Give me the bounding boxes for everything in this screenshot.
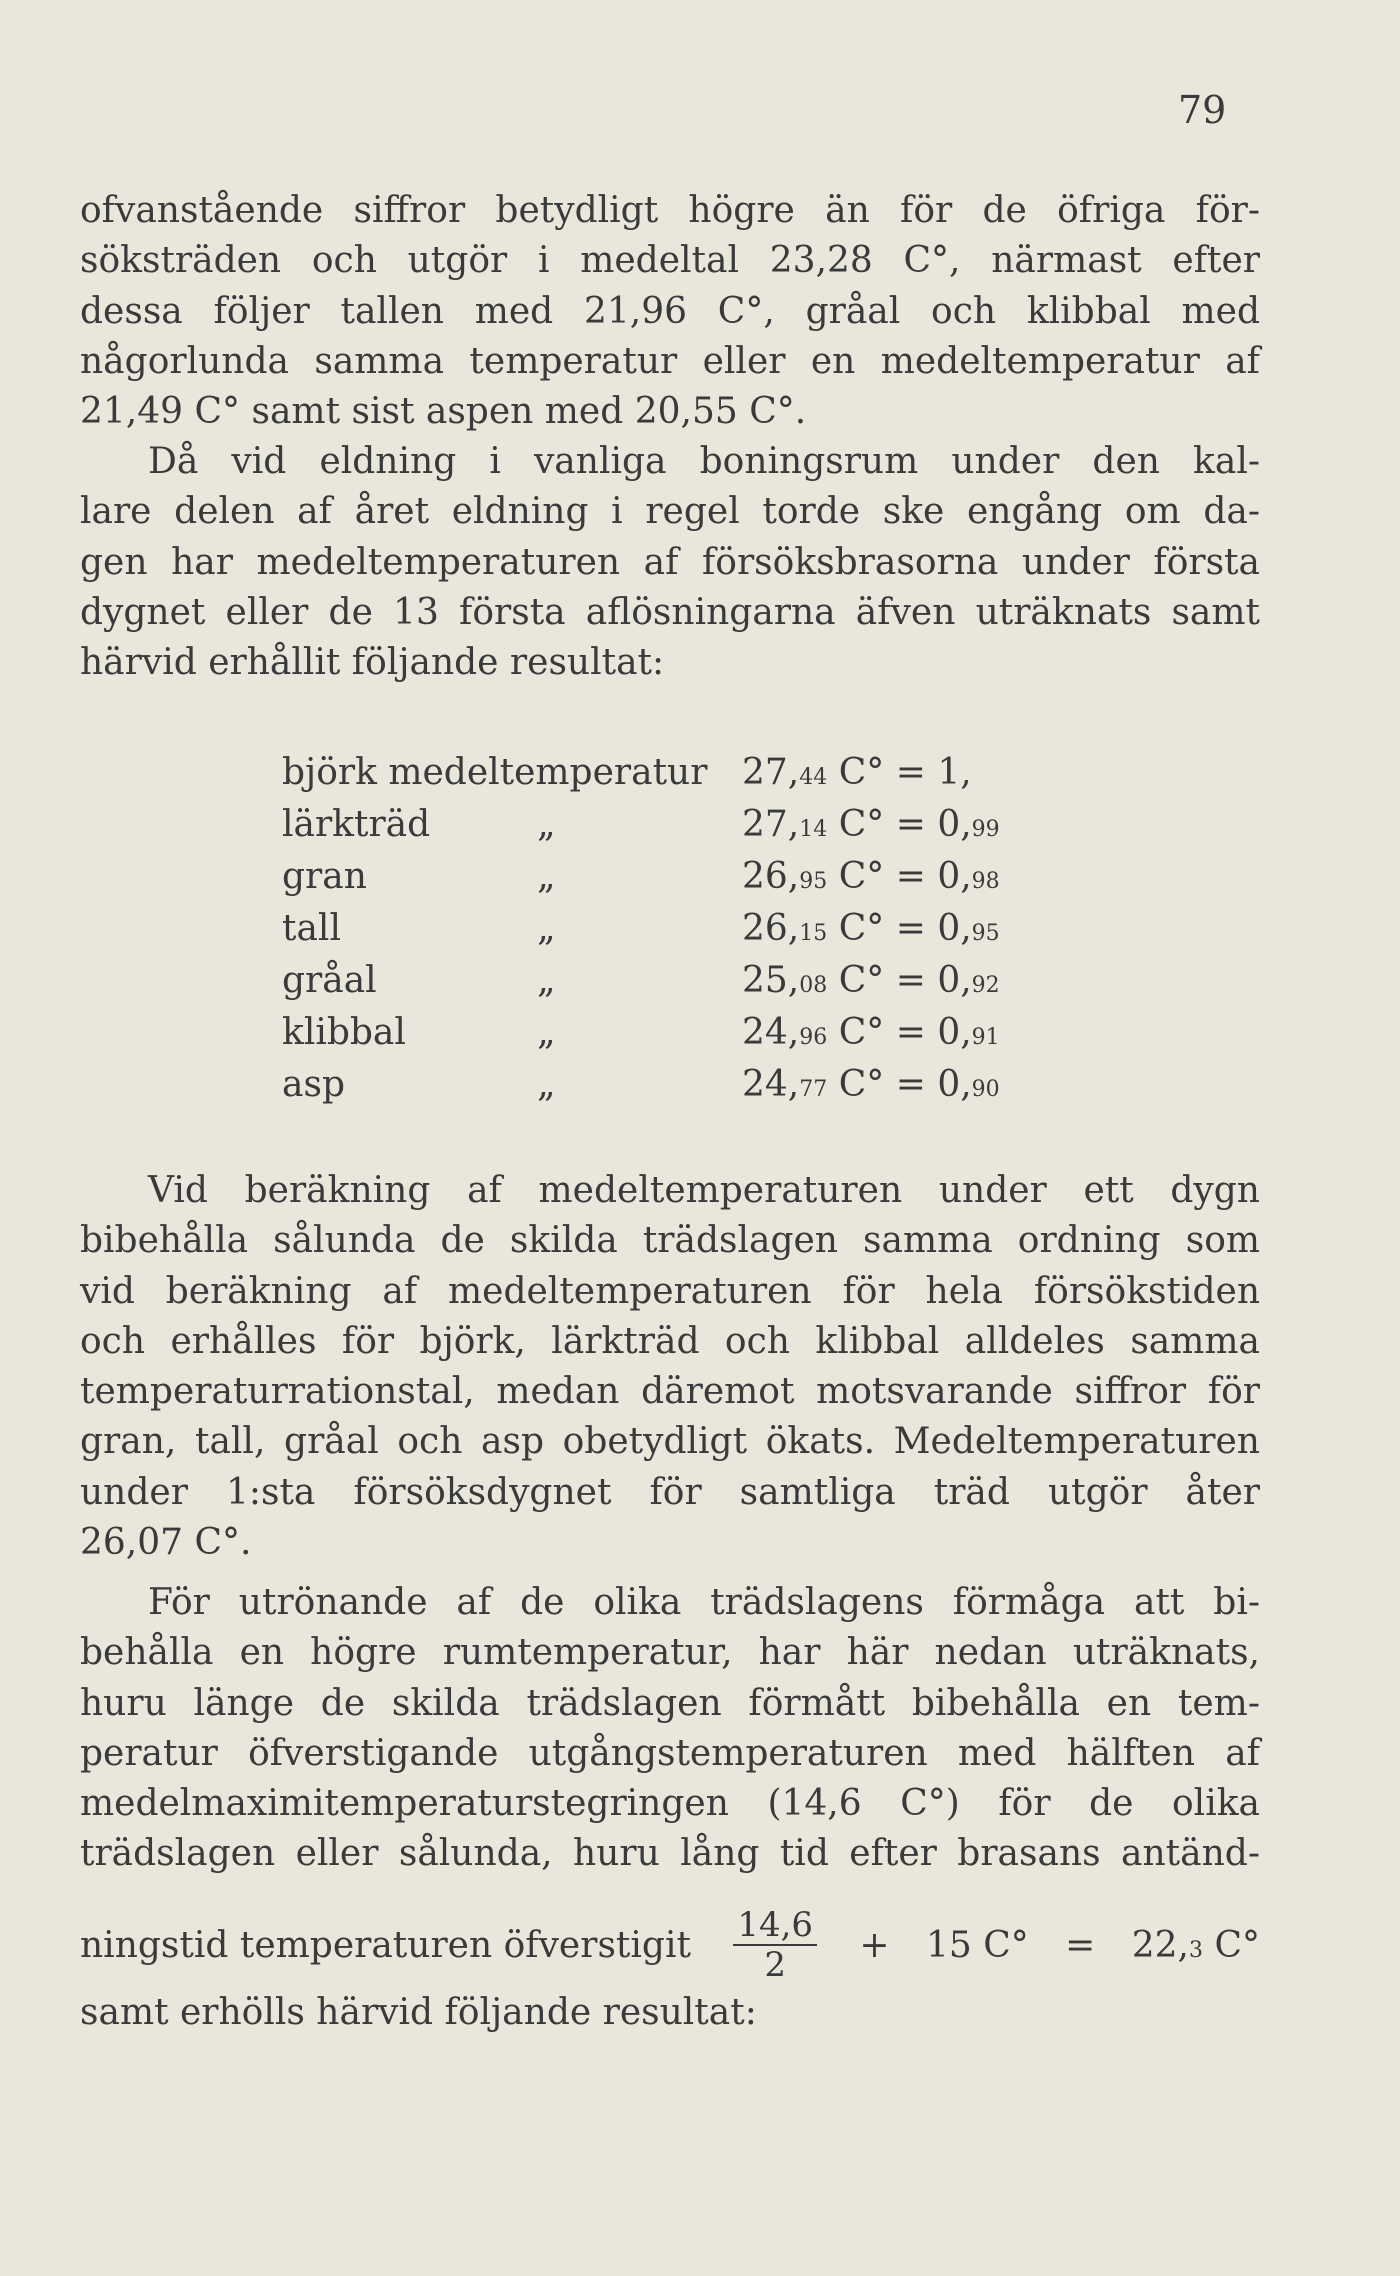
unit-equals: C° = (827, 804, 938, 845)
unit-equals: C° = (827, 856, 938, 897)
text-line: behålla en högre rumtemperatur, har här nedan uträknats, (80, 1632, 1260, 1674)
temperature-value (742, 1012, 1000, 1053)
temp-dec: 15 (799, 921, 828, 946)
text-line: gran, tall, gråal och asp obetydligt ökats. Medeltemperaturen (80, 1421, 1260, 1463)
temp-int: 26, (742, 908, 800, 949)
fraction (733, 1905, 817, 1985)
temperature-value (742, 960, 1000, 1001)
ratio-int: 0, (937, 960, 972, 1001)
temp-dec: 96 (799, 1025, 828, 1050)
text-line: vid beräkning af medeltemperaturen för hela försökstiden (80, 1270, 1260, 1312)
temp-dec: 44 (799, 765, 828, 790)
text-line: trädslagen eller sålunda, huru lång tid efter brasans antänd- (80, 1833, 1260, 1875)
temp-int: 27, (742, 804, 800, 845)
text-line: dygnet eller de 13 första aflösningarna äfven uträknats samt (80, 591, 1260, 633)
page-number: 79 (1178, 88, 1227, 132)
ditto-mark: „ (537, 856, 556, 897)
text-line: ofvanstående siffror betydligt högre än för de öfriga för- (80, 190, 1260, 231)
ratio-int: 0, (937, 1064, 972, 1105)
unit-equals: C° = (827, 960, 938, 1001)
temperature-value (742, 908, 1000, 949)
species-name: klibbal (282, 1012, 406, 1053)
unit-equals: C° = (827, 1012, 938, 1053)
species-name: gran (282, 856, 367, 897)
paragraph-1 (80, 186, 1260, 437)
ratio-dec: 90 (971, 1077, 1000, 1102)
ratio-dec: 91 (971, 1025, 1000, 1050)
text-line: 21,49 C° samt sist aspen med 20,55 C°. (80, 391, 807, 433)
text-line: bibehålla sålunda de skilda trädslagen samma ordning som (80, 1220, 1260, 1262)
plus-sign: + (859, 1924, 890, 1966)
paragraph-3 (80, 1166, 1260, 1568)
species-name: tall (282, 908, 341, 949)
text-line: medelmaximitemperaturstegringen (14,6 C°) för de olika (80, 1783, 1260, 1825)
ditto-mark: „ (537, 1064, 556, 1105)
ratio-int: 0, (937, 804, 972, 845)
temp-int: 27, (742, 752, 800, 793)
temperature-value (742, 856, 1000, 897)
ratio-int: 0, (937, 1012, 972, 1053)
ditto-mark: „ (537, 1012, 556, 1053)
text-line: härvid erhållit följande resultat: (80, 642, 665, 684)
ratio-dec: 98 (971, 869, 1000, 894)
unit-equals: C° = (827, 908, 938, 949)
temp-dec: 08 (799, 973, 828, 998)
text-line: huru länge de skilda trädslagen förmått bibehålla en tem- (80, 1682, 1260, 1724)
result-dec: 3 (1189, 1937, 1203, 1963)
formula-result (1132, 1925, 1260, 1966)
temp-dec: 14 (799, 817, 828, 842)
equals-sign: = (1065, 1924, 1096, 1966)
result-int: 22, (1131, 1924, 1189, 1966)
unit-equals: C° = (827, 1064, 938, 1105)
species-name: asp (282, 1064, 345, 1105)
text-line: under 1:sta försöksdygnet för samtliga träd utgör åter (80, 1471, 1260, 1513)
text-line: För utrönande af de olika trädslagens förmåga att bi- (148, 1582, 1260, 1623)
temperature-value (742, 1064, 1000, 1105)
paragraph-4 (80, 1578, 1260, 1880)
text-line: 26,07 C°. (80, 1522, 252, 1564)
fraction-numerator: 14,6 (733, 1908, 817, 1946)
text-line: peratur öfverstigande utgångstemperaturen med hälften af (80, 1732, 1260, 1774)
species-name: gråal (282, 960, 377, 1001)
temp-dec: 95 (799, 869, 828, 894)
temp-dec: 77 (799, 1077, 828, 1102)
temp-int: 26, (742, 856, 800, 897)
text-line: Vid beräkning af medeltemperaturen under ett dygn (148, 1170, 1260, 1211)
species-name: björk medeltemperatur (282, 752, 708, 793)
text-line: söksträden och utgör i medeltal 23,28 C°, närmast efter (80, 240, 1260, 282)
text-line: gen har medeltemperaturen af försöksbrasorna under första (80, 541, 1260, 583)
temperature-value (742, 752, 972, 793)
formula-line (80, 1905, 1260, 1985)
paragraph-5 (80, 1988, 1260, 2038)
ratio-int: 0, (937, 908, 972, 949)
ditto-mark: „ (537, 804, 556, 845)
text-line: lare delen af året eldning i regel torde ske engång om da- (80, 491, 1260, 533)
species-name: lärkträd (282, 804, 431, 845)
fraction-denominator: 2 (764, 1945, 786, 1985)
text-line: dessa följer tallen med 21,96 C°, gråal och klibbal med (80, 290, 1260, 332)
text-line: temperaturrationstal, medan däremot motsvarande siffror för (80, 1371, 1260, 1413)
unit-equals: C° = (827, 752, 938, 793)
temperature-value (742, 804, 1000, 845)
ratio-int: 1, (937, 752, 972, 793)
formula-term: 15 C° (925, 1924, 1029, 1966)
temp-int: 25, (742, 960, 800, 1001)
ratio-dec: 99 (971, 817, 1000, 842)
ratio-dec: 92 (971, 973, 1000, 998)
formula-prefix: ningstid temperaturen öfverstigit (80, 1924, 691, 1966)
ditto-mark: „ (537, 960, 556, 1001)
ratio-int: 0, (937, 856, 972, 897)
temp-int: 24, (742, 1012, 800, 1053)
text-line: Då vid eldning i vanliga boningsrum under den kal- (148, 441, 1260, 482)
ditto-mark: „ (537, 908, 556, 949)
paragraph-2 (80, 437, 1260, 688)
temp-int: 24, (742, 1064, 800, 1105)
ratio-dec: 95 (971, 921, 1000, 946)
text-line: samt erhölls härvid följande resultat: (80, 1992, 757, 2033)
text-line: och erhålles för björk, lärkträd och klibbal alldeles samma (80, 1320, 1260, 1362)
text-line: någorlunda samma temperatur eller en medeltemperatur af (80, 340, 1260, 382)
result-unit: C° (1203, 1924, 1260, 1966)
